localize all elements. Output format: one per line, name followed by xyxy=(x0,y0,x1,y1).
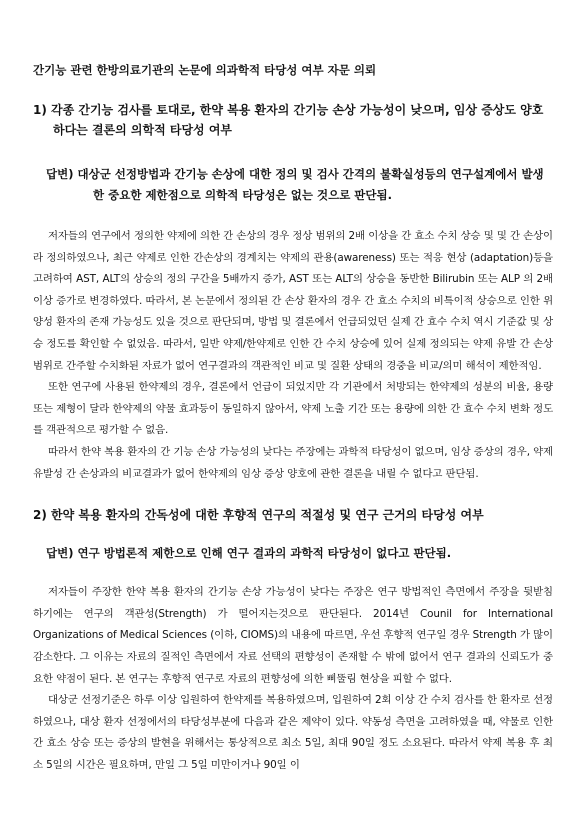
section-1 xyxy=(33,100,553,485)
section-2-heading: 2) 한약 복용 환자의 간독성에 대한 후향적 연구의 적절성 및 연구 근거의 타당성 여부 xyxy=(33,508,484,523)
section-1-heading: 1) 각종 간기능 검사를 토대로, 한약 복용 환자의 간기능 손상 가능성이 낮으며, 임상 증상도 양호하다는 결론의 의학적 타당성 여부 xyxy=(33,103,544,137)
section-2 xyxy=(33,505,553,776)
section-1-paragraph-3: 따라서 한약 복용 환자의 간 기능 손상 가능성의 낮다는 주장에는 과학적 타당성이 없으며, 임상 증상의 경우, 약제 유발성 간 손상과의 비교결과가 없어 한약제의 임상 증상 양호에 관한 결론을 내릴 수 없다고 판단됨. xyxy=(33,445,553,480)
section-1-paragraph-2: 또한 연구에 사용된 한약제의 경우, 결론에서 언급이 되었지만 각 기관에서 처방되는 한약제의 성분의 비율, 용량 또는 제형이 달라 한약제의 약물 효과등이 동일하지 않아서, 약제 노출 기간 또는 용량에 의한 간 효수 수치 변화 정도를 객관적으로 평가할 수 없음. xyxy=(33,381,553,437)
section-2-paragraph-2: 대상군 선정기준은 하루 이상 입원하여 한약제를 복용하였으며, 입원하여 2회 이상 간 수치 검사를 한 환자로 선정하였으나, 대상 환자 선정에서의 타당성부분에 다음과 같은 제약이 있다. 약동성 측면을 고려하였을 때, 약물로 인한 간 효소 상승 또는 증상의 발현을 위해서는 통상적으로 최소 5일, 최대 90일 정도 소요된다. 따라서 약제 복용 후 최소 5일의 시간은 필요하며, 만일 그 5일 미만이거나 90일 이 xyxy=(33,694,553,771)
section-2-answer: 답변) 연구 방법론적 제한으로 인해 연구 결과의 과학적 타당성이 없다고 판단됨. xyxy=(46,546,452,561)
section-1-answer: 답변) 대상군 선정방법과 간기능 손상에 대한 정의 및 검사 간격의 불확실성등의 연구설계에서 발생한 중요한 제한점으로 의학적 타당성은 없는 것으로 판단됨. xyxy=(46,167,544,202)
document-page xyxy=(33,62,553,776)
section-2-paragraph-1: 저자들이 주장한 한약 복용 환자의 간기능 손상 가능성이 낮다는 주장은 연구 방법적인 측면에서 주장을 뒷받침 하기에는 연구의 객관성(Strength) 가 떨어지는것으로 판단된다. 2014년 Counil for International Organizations of Medical Sciences (이하, CIOMS)의 내용에 따르면, 우선 후향적 연구일 경우 Strength 가 많이 감소한다. 그 이유는 자료의 질적인 측면에서 자료 선택의 편향성이 존재할 수 밖에 없어서 연구 결과의 신뢰도가 중요한 약점이 된다. 본 연구는 후향적 연구로 자료의 편향성에 의한 삐뚤림 현상을 피할 수 없다. xyxy=(33,586,553,685)
document-title: 간기능 관련 한방의료기관의 논문에 의과학적 타당성 여부 자문 의뢰 xyxy=(33,63,377,77)
section-1-paragraph-1: 저자들의 연구에서 정의한 약제에 의한 간 손상의 경우 정상 범위의 2배 이상을 간 효소 수치 상승 및 및 간 손상이라 정의하였으나, 최근 약제로 인한 간손상의 경계치는 약제의 관용(awareness) 또는 적응 현상 (adaptation)등을 고려하여 AST, ALT의 상승의 정의 구간을 5배까지 증가, AST 또는 ALT의 상승을 동반한 Bilirubin 또는 ALP 의 2배 이상 증가로 변경하였다. 따라서, 본 논문에서 정의된 간 손상 환자의 경우 간 효소 수치의 비특이적 상승으로 인한 위양성 환자의 존재 가능성도 있을 것으로 판단되며, 방법 및 결론에서 언급되었던 실제 간 효수 수치 역시 기준값 및 상승 정도를 확인할 수 없었음. 따라서, 일반 약제/한약제로 인한 간 수치 상승에 있어 실제 정의되는 약제 유발 간 손상 범위로 간주할 수치화된 자료가 없어 연구결과의 객관적인 비교 및 질환 상태의 경중을 비교/의미 해석이 제한적임. xyxy=(33,230,554,372)
